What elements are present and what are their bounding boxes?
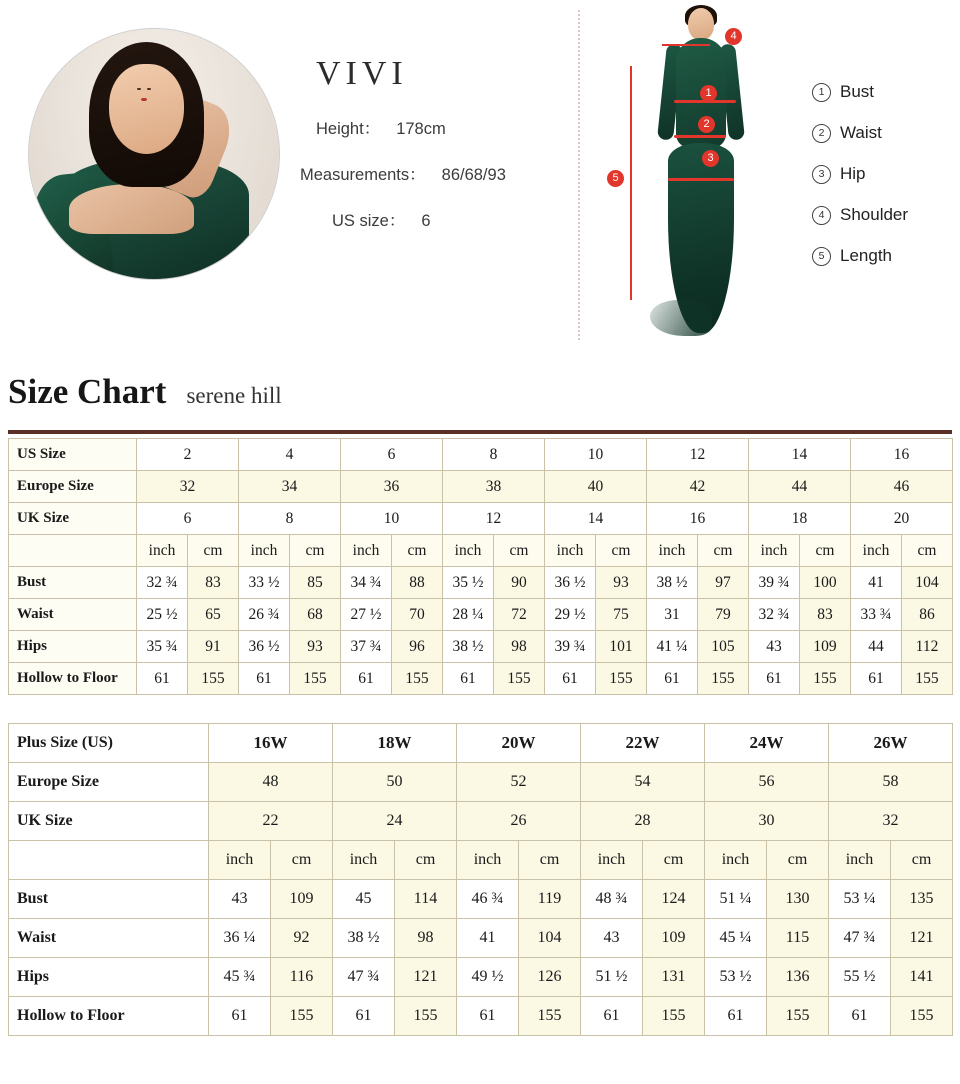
cell-unit: inch bbox=[851, 535, 902, 567]
cell-unit: inch bbox=[705, 841, 767, 880]
row-label-europe-size: Europe Size bbox=[9, 763, 209, 802]
model-face bbox=[109, 64, 184, 154]
cell-hips: 101 bbox=[596, 631, 647, 663]
cell-unit: cm bbox=[643, 841, 705, 880]
cell-unit: cm bbox=[494, 535, 545, 567]
model-measurements-value: 86/68/93 bbox=[441, 166, 506, 184]
cell-uk-size: 8 bbox=[239, 503, 341, 535]
cell-unit: inch bbox=[457, 841, 519, 880]
table-row-hollow-to-floor bbox=[9, 997, 953, 1036]
cell-unit: inch bbox=[137, 535, 188, 567]
cell-hollow: 61 bbox=[749, 663, 800, 695]
cell-us-size: 8 bbox=[443, 439, 545, 471]
legend-item-waist bbox=[812, 123, 908, 143]
cell-bust: 119 bbox=[519, 880, 581, 919]
cell-waist: 79 bbox=[698, 599, 749, 631]
cell-europe-size: 36 bbox=[341, 471, 443, 503]
cell-unit: cm bbox=[902, 535, 953, 567]
legend-item-length bbox=[812, 246, 908, 266]
table-row-hollow-to-floor bbox=[9, 663, 953, 695]
model-measurements-row bbox=[300, 161, 570, 185]
cell-waist: 29 ½ bbox=[545, 599, 596, 631]
cell-unit: cm bbox=[891, 841, 953, 880]
cell-bust: 100 bbox=[800, 567, 851, 599]
cell-bust: 85 bbox=[290, 567, 341, 599]
cell-unit: inch bbox=[239, 535, 290, 567]
cell-us-size: 10 bbox=[545, 439, 647, 471]
cell-hips: 37 ¾ bbox=[341, 631, 392, 663]
row-label-hips: Hips bbox=[9, 631, 137, 663]
cell-hollow: 155 bbox=[494, 663, 545, 695]
cell-unit: cm bbox=[767, 841, 829, 880]
cell-waist: 33 ¾ bbox=[851, 599, 902, 631]
cell-unit: cm bbox=[395, 841, 457, 880]
table-row-plus-size bbox=[9, 724, 953, 763]
cell-hips: 55 ½ bbox=[829, 958, 891, 997]
model-height-value: 178cm bbox=[396, 120, 446, 138]
cell-unit: inch bbox=[545, 535, 596, 567]
cell-us-size: 12 bbox=[647, 439, 749, 471]
legend-label-bust: Bust bbox=[840, 82, 875, 101]
cell-waist: 28 ¼ bbox=[443, 599, 494, 631]
plus-size-table bbox=[8, 723, 953, 1036]
table-row-europe-size bbox=[9, 763, 953, 802]
brand-name: serene hill bbox=[186, 383, 282, 408]
cell-bust: 38 ½ bbox=[647, 567, 698, 599]
figure-marker-3: 3 bbox=[702, 150, 719, 167]
cell-plus-size: 26W bbox=[829, 724, 953, 763]
cell-hips: 121 bbox=[395, 958, 457, 997]
cell-bust: 43 bbox=[209, 880, 271, 919]
model-photo bbox=[28, 28, 280, 280]
cell-unit: cm bbox=[271, 841, 333, 880]
measurement-figure bbox=[590, 0, 810, 350]
row-label-units bbox=[9, 841, 209, 880]
table-row-waist bbox=[9, 919, 953, 958]
table-row-bust bbox=[9, 880, 953, 919]
cell-hips: 41 ¼ bbox=[647, 631, 698, 663]
cell-us-size: 14 bbox=[749, 439, 851, 471]
plus-size-table-wrap bbox=[0, 723, 960, 1036]
cell-europe-size: 50 bbox=[333, 763, 457, 802]
cell-europe-size: 34 bbox=[239, 471, 341, 503]
cell-unit: inch bbox=[829, 841, 891, 880]
legend-item-hip bbox=[812, 164, 908, 184]
cell-waist: 65 bbox=[188, 599, 239, 631]
model-ussize-value: 6 bbox=[421, 212, 431, 230]
cell-uk-size: 10 bbox=[341, 503, 443, 535]
cell-unit: cm bbox=[800, 535, 851, 567]
row-label-uk-size: UK Size bbox=[9, 802, 209, 841]
cell-europe-size: 38 bbox=[443, 471, 545, 503]
cell-hollow: 155 bbox=[800, 663, 851, 695]
length-measure-line bbox=[630, 66, 632, 300]
figure-marker-1: 1 bbox=[700, 85, 717, 102]
cell-unit: cm bbox=[290, 535, 341, 567]
cell-hips: 131 bbox=[643, 958, 705, 997]
figure-train bbox=[650, 300, 712, 336]
cell-europe-size: 54 bbox=[581, 763, 705, 802]
cell-waist: 43 bbox=[581, 919, 643, 958]
cell-waist: 47 ¾ bbox=[829, 919, 891, 958]
cell-hips: 112 bbox=[902, 631, 953, 663]
legend-number-icon: 4 bbox=[812, 206, 831, 225]
row-label-waist: Waist bbox=[9, 919, 209, 958]
cell-waist: 41 bbox=[457, 919, 519, 958]
row-label-us-size: US Size bbox=[9, 439, 137, 471]
cell-waist: 115 bbox=[767, 919, 829, 958]
cell-bust: 88 bbox=[392, 567, 443, 599]
cell-hollow: 61 bbox=[581, 997, 643, 1036]
cell-uk-size: 14 bbox=[545, 503, 647, 535]
figure-marker-2: 2 bbox=[698, 116, 715, 133]
cell-bust: 48 ¾ bbox=[581, 880, 643, 919]
cell-hollow: 61 bbox=[851, 663, 902, 695]
legend-item-shoulder bbox=[812, 205, 908, 225]
cell-us-size: 16 bbox=[851, 439, 953, 471]
cell-us-size: 4 bbox=[239, 439, 341, 471]
cell-hollow: 61 bbox=[457, 997, 519, 1036]
cell-waist: 26 ¾ bbox=[239, 599, 290, 631]
model-height-label: Height： bbox=[316, 120, 381, 138]
cell-hips: 105 bbox=[698, 631, 749, 663]
model-info bbox=[300, 55, 570, 231]
cell-bust: 34 ¾ bbox=[341, 567, 392, 599]
cell-plus-size: 20W bbox=[457, 724, 581, 763]
standard-size-table bbox=[8, 438, 953, 695]
cell-hollow: 155 bbox=[519, 997, 581, 1036]
waist-measure-line bbox=[674, 135, 726, 138]
cell-unit: cm bbox=[519, 841, 581, 880]
row-label-europe-size: Europe Size bbox=[9, 471, 137, 503]
cell-hips: 49 ½ bbox=[457, 958, 519, 997]
legend-item-bust bbox=[812, 82, 908, 102]
cell-hollow: 61 bbox=[333, 997, 395, 1036]
cell-hollow: 155 bbox=[698, 663, 749, 695]
cell-hollow: 61 bbox=[829, 997, 891, 1036]
cell-bust: 36 ½ bbox=[545, 567, 596, 599]
cell-hips: 36 ½ bbox=[239, 631, 290, 663]
model-name: VIVI bbox=[316, 55, 408, 92]
cell-hollow: 155 bbox=[290, 663, 341, 695]
model-eye-right bbox=[147, 88, 152, 90]
cell-hips: 44 bbox=[851, 631, 902, 663]
legend-number-icon: 3 bbox=[812, 165, 831, 184]
cell-uk-size: 16 bbox=[647, 503, 749, 535]
legend-label-length: Length bbox=[840, 246, 892, 265]
cell-hips: 91 bbox=[188, 631, 239, 663]
cell-waist: 25 ½ bbox=[137, 599, 188, 631]
table-row-units bbox=[9, 535, 953, 567]
cell-bust: 97 bbox=[698, 567, 749, 599]
cell-bust: 135 bbox=[891, 880, 953, 919]
cell-europe-size: 32 bbox=[137, 471, 239, 503]
cell-europe-size: 44 bbox=[749, 471, 851, 503]
cell-hollow: 61 bbox=[647, 663, 698, 695]
cell-unit: inch bbox=[581, 841, 643, 880]
cell-hips: 126 bbox=[519, 958, 581, 997]
cell-uk-size: 28 bbox=[581, 802, 705, 841]
model-measurements-label: Measurements： bbox=[300, 166, 426, 184]
cell-hips: 116 bbox=[271, 958, 333, 997]
cell-uk-size: 6 bbox=[137, 503, 239, 535]
row-label-bust: Bust bbox=[9, 880, 209, 919]
cell-hips: 39 ¾ bbox=[545, 631, 596, 663]
standard-size-table-wrap bbox=[0, 438, 960, 695]
legend-number-icon: 5 bbox=[812, 247, 831, 266]
cell-plus-size: 22W bbox=[581, 724, 705, 763]
cell-waist: 36 ¼ bbox=[209, 919, 271, 958]
cell-waist: 86 bbox=[902, 599, 953, 631]
measurement-legend bbox=[812, 82, 908, 287]
cell-hollow: 61 bbox=[341, 663, 392, 695]
cell-bust: 104 bbox=[902, 567, 953, 599]
row-label-units bbox=[9, 535, 137, 567]
row-label-uk-size: UK Size bbox=[9, 503, 137, 535]
cell-hollow: 155 bbox=[271, 997, 333, 1036]
legend-label-waist: Waist bbox=[840, 123, 882, 142]
table-row-units bbox=[9, 841, 953, 880]
cell-unit: cm bbox=[596, 535, 647, 567]
cell-waist: 109 bbox=[643, 919, 705, 958]
model-illustration bbox=[29, 29, 279, 279]
cell-waist: 32 ¾ bbox=[749, 599, 800, 631]
cell-unit: inch bbox=[333, 841, 395, 880]
cell-hips: 45 ¾ bbox=[209, 958, 271, 997]
table-row-waist bbox=[9, 599, 953, 631]
cell-europe-size: 40 bbox=[545, 471, 647, 503]
cell-waist: 98 bbox=[395, 919, 457, 958]
row-label-bust: Bust bbox=[9, 567, 137, 599]
cell-hips: 136 bbox=[767, 958, 829, 997]
table-gap bbox=[0, 695, 960, 717]
legend-label-shoulder: Shoulder bbox=[840, 205, 909, 224]
legend-number-icon: 1 bbox=[812, 83, 831, 102]
size-chart-heading bbox=[0, 372, 960, 438]
hip-measure-line bbox=[668, 178, 734, 181]
table-row-europe-size bbox=[9, 471, 953, 503]
cell-hips: 141 bbox=[891, 958, 953, 997]
cell-hollow: 155 bbox=[596, 663, 647, 695]
cell-waist: 38 ½ bbox=[333, 919, 395, 958]
cell-waist: 31 bbox=[647, 599, 698, 631]
cell-bust: 35 ½ bbox=[443, 567, 494, 599]
table-row-uk-size bbox=[9, 802, 953, 841]
cell-unit: cm bbox=[392, 535, 443, 567]
cell-waist: 83 bbox=[800, 599, 851, 631]
cell-hollow: 155 bbox=[891, 997, 953, 1036]
model-ussize-row bbox=[332, 207, 570, 231]
cell-hips: 53 ½ bbox=[705, 958, 767, 997]
row-label-hollow-to-floor: Hollow to Floor bbox=[9, 663, 137, 695]
cell-waist: 68 bbox=[290, 599, 341, 631]
shoulder-measure-line bbox=[662, 44, 710, 46]
cell-hollow: 155 bbox=[643, 997, 705, 1036]
cell-bust: 53 ¼ bbox=[829, 880, 891, 919]
cell-bust: 41 bbox=[851, 567, 902, 599]
cell-hollow: 155 bbox=[188, 663, 239, 695]
cell-hollow: 155 bbox=[395, 997, 457, 1036]
row-label-waist: Waist bbox=[9, 599, 137, 631]
cell-europe-size: 42 bbox=[647, 471, 749, 503]
cell-waist: 92 bbox=[271, 919, 333, 958]
cell-hollow: 61 bbox=[443, 663, 494, 695]
model-ussize-label: US size： bbox=[332, 212, 406, 230]
cell-uk-size: 26 bbox=[457, 802, 581, 841]
model-section bbox=[0, 0, 960, 370]
model-height-row bbox=[316, 115, 570, 139]
table-row-hips bbox=[9, 631, 953, 663]
cell-waist: 75 bbox=[596, 599, 647, 631]
row-label-plus-size: Plus Size (US) bbox=[9, 724, 209, 763]
cell-hollow: 61 bbox=[137, 663, 188, 695]
table-row-us-size bbox=[9, 439, 953, 471]
cell-bust: 46 ¾ bbox=[457, 880, 519, 919]
cell-hollow: 61 bbox=[705, 997, 767, 1036]
cell-waist: 104 bbox=[519, 919, 581, 958]
cell-unit: inch bbox=[647, 535, 698, 567]
cell-europe-size: 46 bbox=[851, 471, 953, 503]
cell-hips: 93 bbox=[290, 631, 341, 663]
cell-plus-size: 16W bbox=[209, 724, 333, 763]
cell-uk-size: 30 bbox=[705, 802, 829, 841]
cell-europe-size: 58 bbox=[829, 763, 953, 802]
cell-hollow: 61 bbox=[209, 997, 271, 1036]
figure-head bbox=[688, 8, 714, 40]
page-title: Size Chart bbox=[8, 372, 167, 411]
cell-europe-size: 52 bbox=[457, 763, 581, 802]
cell-uk-size: 20 bbox=[851, 503, 953, 535]
cell-hips: 47 ¾ bbox=[333, 958, 395, 997]
cell-hips: 109 bbox=[800, 631, 851, 663]
cell-hollow: 155 bbox=[767, 997, 829, 1036]
cell-us-size: 2 bbox=[137, 439, 239, 471]
cell-hollow: 61 bbox=[239, 663, 290, 695]
cell-hips: 96 bbox=[392, 631, 443, 663]
cell-bust: 45 bbox=[333, 880, 395, 919]
table-row-bust bbox=[9, 567, 953, 599]
cell-bust: 109 bbox=[271, 880, 333, 919]
cell-unit: cm bbox=[188, 535, 239, 567]
cell-plus-size: 24W bbox=[705, 724, 829, 763]
cell-uk-size: 18 bbox=[749, 503, 851, 535]
table-row-hips bbox=[9, 958, 953, 997]
figure-marker-4: 4 bbox=[725, 28, 742, 45]
cell-bust: 114 bbox=[395, 880, 457, 919]
cell-bust: 51 ¼ bbox=[705, 880, 767, 919]
row-label-hips: Hips bbox=[9, 958, 209, 997]
cell-bust: 33 ½ bbox=[239, 567, 290, 599]
cell-hollow: 155 bbox=[902, 663, 953, 695]
model-eye-left bbox=[137, 88, 142, 90]
cell-hips: 38 ½ bbox=[443, 631, 494, 663]
cell-hips: 35 ¾ bbox=[137, 631, 188, 663]
cell-bust: 83 bbox=[188, 567, 239, 599]
cell-uk-size: 24 bbox=[333, 802, 457, 841]
cell-europe-size: 48 bbox=[209, 763, 333, 802]
cell-uk-size: 32 bbox=[829, 802, 953, 841]
cell-bust: 130 bbox=[767, 880, 829, 919]
cell-bust: 124 bbox=[643, 880, 705, 919]
cell-europe-size: 56 bbox=[705, 763, 829, 802]
cell-bust: 39 ¾ bbox=[749, 567, 800, 599]
table-row-uk-size bbox=[9, 503, 953, 535]
legend-number-icon: 2 bbox=[812, 124, 831, 143]
cell-uk-size: 12 bbox=[443, 503, 545, 535]
cell-hips: 51 ½ bbox=[581, 958, 643, 997]
cell-waist: 45 ¼ bbox=[705, 919, 767, 958]
cell-hips: 98 bbox=[494, 631, 545, 663]
cell-waist: 27 ½ bbox=[341, 599, 392, 631]
model-lips bbox=[141, 98, 147, 101]
cell-bust: 93 bbox=[596, 567, 647, 599]
cell-bust: 32 ¾ bbox=[137, 567, 188, 599]
legend-label-hip: Hip bbox=[840, 164, 866, 183]
cell-uk-size: 22 bbox=[209, 802, 333, 841]
vertical-divider bbox=[578, 10, 580, 340]
cell-waist: 121 bbox=[891, 919, 953, 958]
cell-hollow: 61 bbox=[545, 663, 596, 695]
cell-unit: inch bbox=[443, 535, 494, 567]
cell-waist: 70 bbox=[392, 599, 443, 631]
cell-unit: inch bbox=[749, 535, 800, 567]
cell-unit: inch bbox=[209, 841, 271, 880]
heading-rule bbox=[8, 430, 952, 434]
cell-bust: 90 bbox=[494, 567, 545, 599]
cell-hollow: 155 bbox=[392, 663, 443, 695]
cell-plus-size: 18W bbox=[333, 724, 457, 763]
cell-hips: 43 bbox=[749, 631, 800, 663]
cell-unit: inch bbox=[341, 535, 392, 567]
figure-marker-5: 5 bbox=[607, 170, 624, 187]
cell-waist: 72 bbox=[494, 599, 545, 631]
row-label-hollow-to-floor: Hollow to Floor bbox=[9, 997, 209, 1036]
cell-us-size: 6 bbox=[341, 439, 443, 471]
figure-body bbox=[646, 8, 756, 338]
cell-unit: cm bbox=[698, 535, 749, 567]
